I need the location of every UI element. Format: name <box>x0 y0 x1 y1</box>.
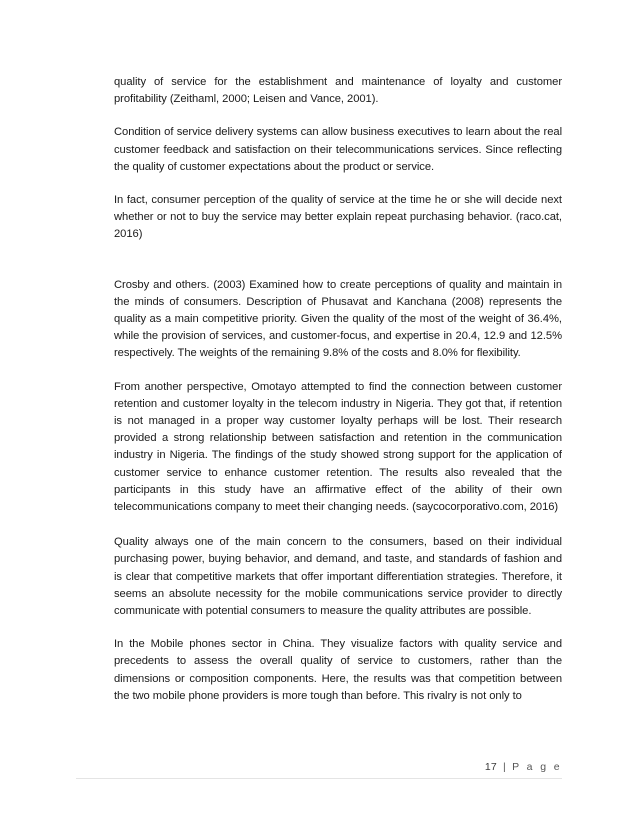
paragraph-6: Quality always one of the main concern to the consumers, based on their individual purchasing power, buying behavior, and demand, and taste, and standards of fashion and is clear that competitive markets that offer important differentiation strategies. Therefore, it seems an absolute necessity for the mobile communications service provider to directly communicate with potential consumers to measure the quality attributes are possible. <box>114 536 562 618</box>
footer-separator: | <box>503 761 506 773</box>
page-footer <box>485 761 562 773</box>
paragraph-1: quality of service for the establishment and maintenance of loyalty and customer profitability (Zeithaml, 2000; Leisen and Vance, 2001). <box>114 76 562 106</box>
page-body <box>114 74 562 705</box>
paragraph-4: Crosby and others. (2003) Examined how to create perceptions of quality and maintain in the minds of consumers. Description of Phusavat and Kanchana (2008) represents the quality as a main competitive priority. Given the quality of the most of the weight of 36.4%, while the provision of services, and customer-focus, and expertise in 20.4, 12.9 and 12.5% respectively. The weights of the remaining 9.8% of the costs and 8.0% for flexibility. <box>114 278 562 360</box>
footer-divider <box>76 778 562 779</box>
paragraph-2: Condition of service delivery systems can allow business executives to learn about the real customer feedback and satisfaction on their telecommunications services. Since reflecting the quality of customer expectations about the product or service. <box>114 126 562 173</box>
paragraph-7: In the Mobile phones sector in China. They visualize factors with quality service and precedents to assess the overall quality of service to customers, rather than the dimensions or composition components. Here, the results was that competition between the two mobile phone providers is more tough than before. This rivalry is not only to <box>114 638 562 702</box>
page-label: P a g e <box>512 761 562 773</box>
paragraph-5: From another perspective, Omotayo attempted to find the connection between customer retention and customer loyalty in the telecom industry in Nigeria. They got that, if retention is not managed in a proper way customer loyalty perhaps will be lost. Their research provided a strong relationship between satisfaction and retention in the communication industry in Nigeria. The findings of the study showed strong support for the application of customer service to enhance customer retention. The results also revealed that the participants in this study have an affirmative effect of the ability of their own telecommunications company to meet their changing needs. (saycocorporativo.com, 2016) <box>114 380 562 514</box>
paragraph-3: In fact, consumer perception of the quality of service at the time he or she will decide next whether or not to buy the service may better explain repeat purchasing behavior. (raco.cat, 2016) <box>114 194 562 241</box>
page-number: 17 <box>484 761 497 773</box>
